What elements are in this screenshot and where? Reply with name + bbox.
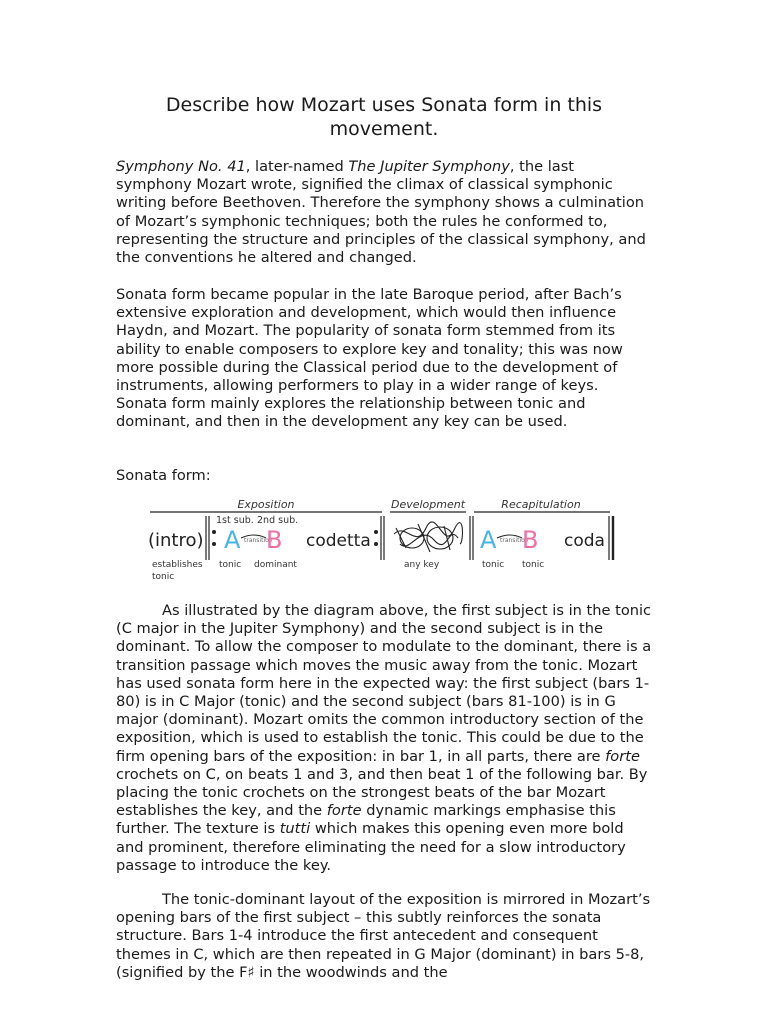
establishes-tonic-label: tonic <box>152 572 175 582</box>
paragraph-intro <box>116 158 652 267</box>
tonic-key-label: tonic <box>219 560 242 570</box>
tutti-term: tutti <box>279 820 311 838</box>
codetta-label: codetta <box>306 531 371 551</box>
dominant-key-label: dominant <box>254 560 297 570</box>
paragraph-sonata-history: Sonata form became popular in the late Baroque period, after Bach’s extensive exploration and development, which would then influence Haydn, and Mozart. The popularity of sonata form stemmed from its ability to enable composers to explore key and tonality; this was now more possible during the Classical period due to the development of instruments, allowing performers to play in a wider range of keys. Sonata form mainly explores the relationship between tonic and dominant, and then in the development any key can be used. <box>116 286 623 431</box>
development-label: Development <box>390 498 466 511</box>
intro-label: (intro) <box>148 530 204 551</box>
paragraph-text: crochets on C, on beats 1 and 3, and then beat 1 of the following bar. By placing the tonic crochets on the strongest beats of the bar Mozart establishes the key, and the <box>116 765 648 820</box>
coda-label: coda <box>564 531 605 551</box>
exposition-label: Exposition <box>237 498 295 511</box>
forte-term: forte <box>326 802 362 820</box>
second-subject-label: 2nd sub. <box>257 515 299 526</box>
paragraph-text: , the last symphony Mozart wrote, signified the climax of classical symphonic writing before Beethoven. Therefore the symphony shows a culmination of Mozart’s symphonic techniques; both the rules he conformed to, representing the structure and principles of the classical symphony, and the conventions he altered and changed. <box>116 158 646 267</box>
recapitulation-label: Recapitulation <box>501 498 581 511</box>
repeat-end-barline <box>374 516 384 560</box>
recap-second-subject-b: B <box>522 526 539 554</box>
sonata-form-diagram <box>144 494 622 586</box>
final-barline <box>609 516 613 560</box>
establishes-label: establishes <box>152 560 203 570</box>
forte-term: forte <box>605 747 640 765</box>
paragraph-text: which makes this opening even more bold and prominent, therefore eliminating the need for a slow introductory passage to introduce the key. <box>116 820 626 874</box>
paragraph-tonic-dominant: The tonic-dominant layout of the exposition is mirrored in Mozart’s opening bars of the first subject – this subtly reinforces the sonata structure. Bars 1-4 introduce the first antecedent and consequent themes in C, which are then repeated in G Major (dominant) in bars 5-8, (signified by the F♯ in the woodwinds and the <box>116 891 651 981</box>
paragraph-text: As illustrated by the diagram above, the first subject is in the tonic (C major in the Jupiter Symphony) and the second subject is in the dominant. To allow the composer to modulate to the dominant, there is a transition passage which moves the music away from the tonic. Mozart has used sonata form here in the expected way: the first subject (bars 1-80) is in C Major (tonic) and the second subject (bars 81-100) is in G major (dominant). Mozart omits the common introductory section of the exposition, which is used to establish the tonic. This could be due to the firm opening bars of the exposition: in bar 1, in all parts, there are <box>116 602 652 765</box>
transition-label: transition <box>244 537 273 544</box>
paragraph-analysis <box>116 602 652 875</box>
page-title: Describe how Mozart uses Sonata form in this movement. <box>165 94 603 140</box>
first-subject-label: 1st sub. <box>216 515 254 526</box>
recap-first-subject-a: A <box>480 526 497 554</box>
recap-transition-label: transition <box>500 537 529 544</box>
development-scribble-icon <box>394 522 462 552</box>
recap-tonic-label-a: tonic <box>482 560 505 570</box>
diagram-svg <box>144 494 622 586</box>
recap-tonic-label-b: tonic <box>522 560 545 570</box>
first-subject-a: A <box>224 526 241 554</box>
paragraph-text: , later-named <box>245 158 349 175</box>
paragraph-text: dynamic markings emphasise this further. The texture is <box>116 802 616 838</box>
recap-barline <box>470 516 473 560</box>
symphony-nickname: The Jupiter Symphony <box>348 158 510 175</box>
second-subject-b: B <box>266 526 283 554</box>
symphony-title: Symphony No. 41 <box>116 158 246 175</box>
repeat-start-barline <box>206 516 216 560</box>
any-key-label: any key <box>404 560 440 570</box>
sonata-form-label: Sonata form: <box>116 467 211 484</box>
